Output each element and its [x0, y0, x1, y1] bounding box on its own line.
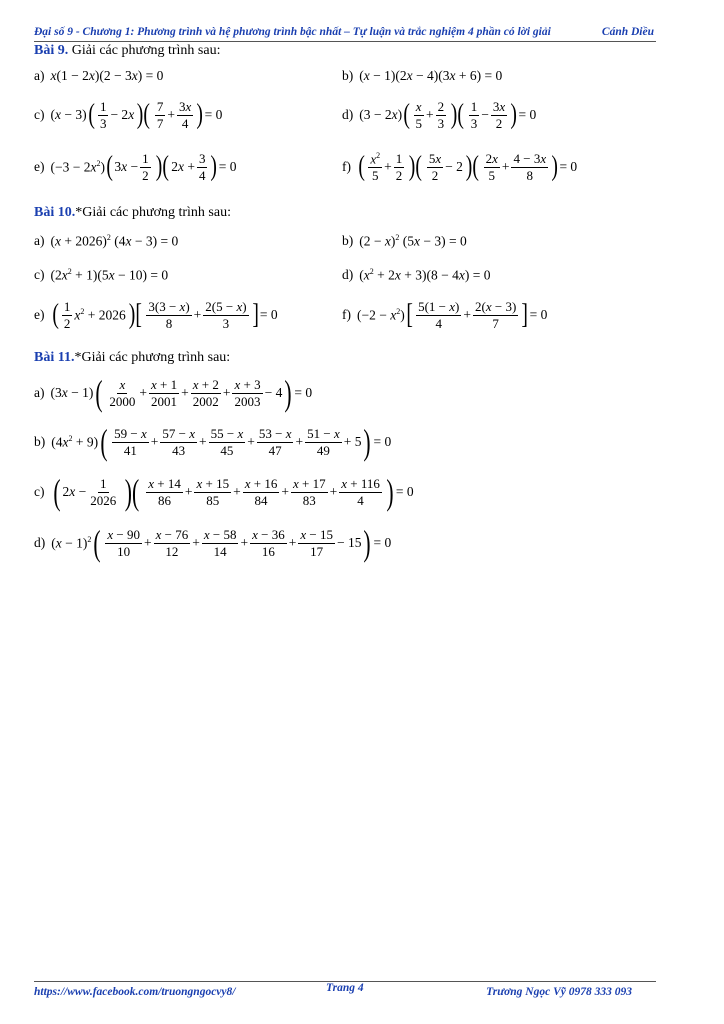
- equation-10b: b) $(2 - x)^2$ (5x − 3) = 0: [342, 233, 467, 249]
- equation-10a: a) $(x + 2026)^2$ (4x − 3) = 0: [34, 233, 179, 249]
- equation-label: d): [342, 267, 354, 283]
- equation-label: c): [34, 107, 45, 123]
- equation-9d: d) (3 − 2x) ( $\frac{x}{5}$ + $\frac{2}{3}$ )( $\frac{1}{3}$ − $\frac{3x}{2}$ ) = 0: [342, 99, 537, 131]
- exercise-9-instruction: Giải các phương trình sau:: [68, 43, 221, 58]
- exercise-9-title: [34, 43, 220, 59]
- exercise-10-number: Bài 10.: [34, 205, 76, 220]
- equation-10f: f) $(-2 - x^2)$ [ $\frac{5(1 - x)}{4}$ + $\frac{2(x - 3)}{7}$ ] = 0: [342, 299, 548, 331]
- header-title: Đại số 9 - Chương 1: Phương trình và hệ phương trình bậc nhất – Tự luận và trắc nghiệm 4 phần có lời giải: [34, 26, 551, 38]
- header-divider: [34, 41, 656, 42]
- equation-10c: c) $(2x^2 + 1)(5x - 10) = 0$: [34, 267, 169, 283]
- exercise-9-number: Bài 9.: [34, 43, 69, 58]
- equation-label: c): [34, 267, 45, 283]
- footer-author: Trương Ngọc Vỹ 0978 333 093: [486, 986, 632, 998]
- equation-9a: a) x(1 − 2x)(2 − 3x) = 0: [34, 68, 164, 83]
- exercise-10-title: [34, 205, 231, 221]
- equation-label: e): [34, 159, 45, 175]
- equation-label: a): [34, 68, 45, 83]
- equation-label: d): [34, 535, 46, 550]
- header-publisher: Cánh Diều: [601, 26, 654, 38]
- equation-11b: b) $(4x^2 + 9)$ ( $\frac{59 - x}{41}$ + $\frac{57 - x}{43}$ + $\frac{55 - x}{45}$ + $\frac{53 - x}{47}$ + $\frac{51 - x}{49}$ + 5 ) = 0: [34, 422, 392, 462]
- equation-label: b): [342, 233, 354, 249]
- exercise-10-instruction: *Giải các phương trình sau:: [75, 205, 231, 220]
- equation-label: f): [342, 159, 351, 175]
- equation-10d: d) $(x^2 + 2x + 3)(8 - 4x) = 0$: [342, 267, 491, 283]
- footer-facebook-link[interactable]: https://www.facebook.com/truongngocvy8/: [34, 986, 236, 998]
- equation-11c: c) ( 2x − $\frac{1}{2026}$ )( $\frac{x + 14}{86}$ + $\frac{x + 15}{85}$ + $\frac{x + 16}{84}$ + $\frac{x + 17}{83}$ + $\frac{x + 116}{4}$ ) = 0: [34, 472, 414, 512]
- equation-label: a): [34, 385, 45, 400]
- equation-9c: c) (x − 3) ( $\frac{1}{3}$ − 2x )( $\frac{7}{7}$ + $\frac{3x}{4}$ ) = 0: [34, 99, 223, 131]
- footer-page-number: Trang 4: [326, 982, 364, 994]
- equation-label: d): [342, 107, 354, 123]
- equation-11d: d) $(x - 1)^2$ ( $\frac{x - 90}{10}$ + $\frac{x - 76}{12}$ + $\frac{x - 58}{14}$ + $\frac{x - 36}{16}$ + $\frac{x - 15}{17}$ − 15 ) = 0: [34, 523, 392, 563]
- exercise-11-number: Bài 11.: [34, 350, 75, 365]
- equation-9f: f) ( $\frac{x^2}{5}$ + $\frac{1}{2}$ )( $\frac{5x}{2}$ − 2 )( $\frac{2x}{5}$ + $\frac{4 - 3x}{8}$ ) = 0: [342, 151, 578, 183]
- exercise-11-instruction: *Giải các phương trình sau:: [74, 350, 231, 365]
- equation-9e: e) $(-3 - 2x^2)$ ( 3x − $\frac{1}{2}$ )( 2x + $\frac{3}{4}$ ) = 0: [34, 151, 237, 183]
- equation-label: f): [342, 307, 351, 323]
- equation-11a: a) (3x − 1) ( $\frac{x}{2000}$ + $\frac{x + 1}{2001}$ + $\frac{x + 2}{2002}$ + $\frac{x + 3}{2003}$ − 4 ) = 0: [34, 373, 313, 413]
- page-header: [34, 26, 654, 38]
- exercise-11-title: [34, 350, 230, 366]
- equation-label: b): [34, 434, 46, 449]
- equation-10e: e) ( $\frac{1}{2}$ $x^2 + 2026$ )[ $\frac{3(3 - x)}{8}$ + $\frac{2(5 - x)}{3}$ ] = 0: [34, 299, 278, 331]
- equation-label: e): [34, 307, 45, 323]
- equation-label: c): [34, 484, 45, 499]
- equation-label: a): [34, 233, 45, 249]
- equation-9b: b) (x − 1)(2x − 4)(3x + 6) = 0: [342, 68, 503, 83]
- equation-label: b): [342, 68, 354, 83]
